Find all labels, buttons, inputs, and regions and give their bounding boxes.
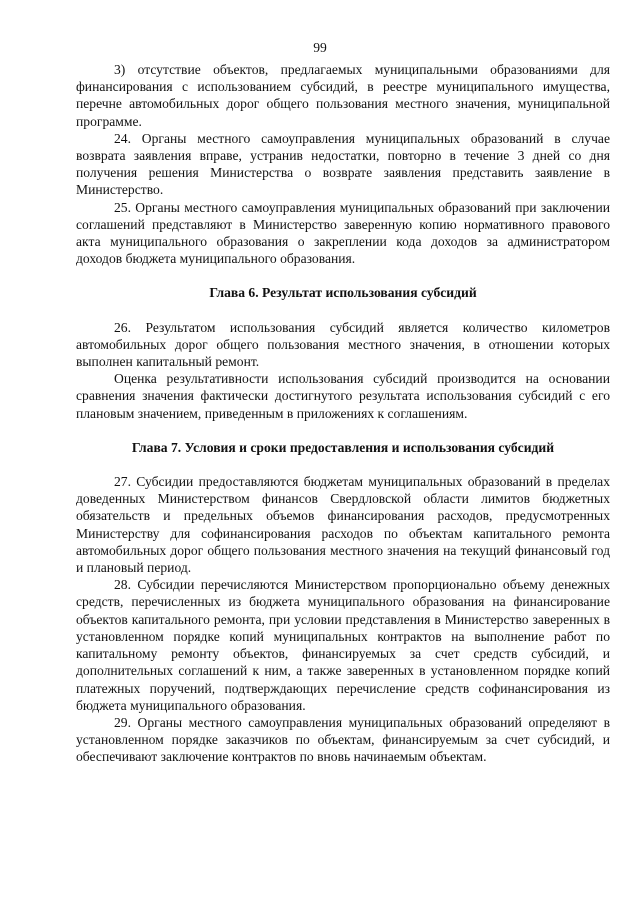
paragraph-29: 29. Органы местного самоуправления муниципальных образований определяют в установленном порядке заказчиков по объектам, финансируемым за счет субсидий, и обеспечивают заключение контрактов по вновь начинаемым объектам.: [76, 714, 610, 765]
paragraph-26: 26. Результатом использования субсидий является количество километров автомобильных дорог общего пользования местного значения, в отношении которых выполнен капитальный ремонт.: [76, 319, 610, 370]
paragraph-evaluation: Оценка результативности использования субсидий производится на основании сравнения значения фактически достигнутого результата использования субсидий с его плановым значением, приведенным в приложениях к соглашениям.: [76, 371, 610, 421]
chapter-6-heading: Глава 6. Результат использования субсидий: [209, 285, 477, 301]
page-number: 99: [313, 40, 327, 55]
document-body: [76, 61, 610, 766]
paragraph-28: 28. Субсидии перечисляются Министерством пропорционально объему денежных средств, перечисленных из бюджета муниципального образования на финансирование объектов капитального ремонта, при условии представления в Министерство заверенных в установленном порядке копий муниципальных контрактов на выполнение работ по капитальному ремонту объектов, финансируемых за счет средств субсидий, и дополнительных соглашений к ним, а также заверенных в установленном порядке копий платежных поручений, подтверждающих перечисление средств софинансирования из бюджета муниципального образования.: [76, 577, 610, 713]
paragraph-24: 24. Органы местного самоуправления муниципальных образований в случае возврата заявления вправе, устранив недостатки, повторно в течение 3 дней со дня получения решения Министерства о возврате заявления представить заявление в Министерство.: [76, 130, 610, 198]
paragraph-item-3: 3) отсутствие объектов, предлагаемых муниципальными образованиями для финансирования с использованием субсидий, в реестре муниципального имущества, перечне автомобильных дорог общего пользования местного значения, муниципальной программе.: [76, 62, 610, 129]
chapter-7-heading: Глава 7. Условия и сроки предоставления и использования субсидий: [131, 439, 555, 455]
paragraph-25: 25. Органы местного самоуправления муниципальных образований при заключении соглашений представляют в Министерство заверенную копию нормативного правового акта муниципального образования о закреплении кода доходов за администратором доходов бюджета муниципального образования.: [76, 199, 610, 267]
paragraph-27: 27. Субсидии предоставляются бюджетам муниципальных образований в пределах доведенных Министерством финансов Свердловской области лимитов бюджетных обязательств и предельных объемов финансирования расходов, предусмотренных Министерству для софинансирования расходов по объектам капитального ремонта автомобильных дорог общего пользования местного значения на текущий финансовый год и плановый период.: [76, 474, 610, 576]
